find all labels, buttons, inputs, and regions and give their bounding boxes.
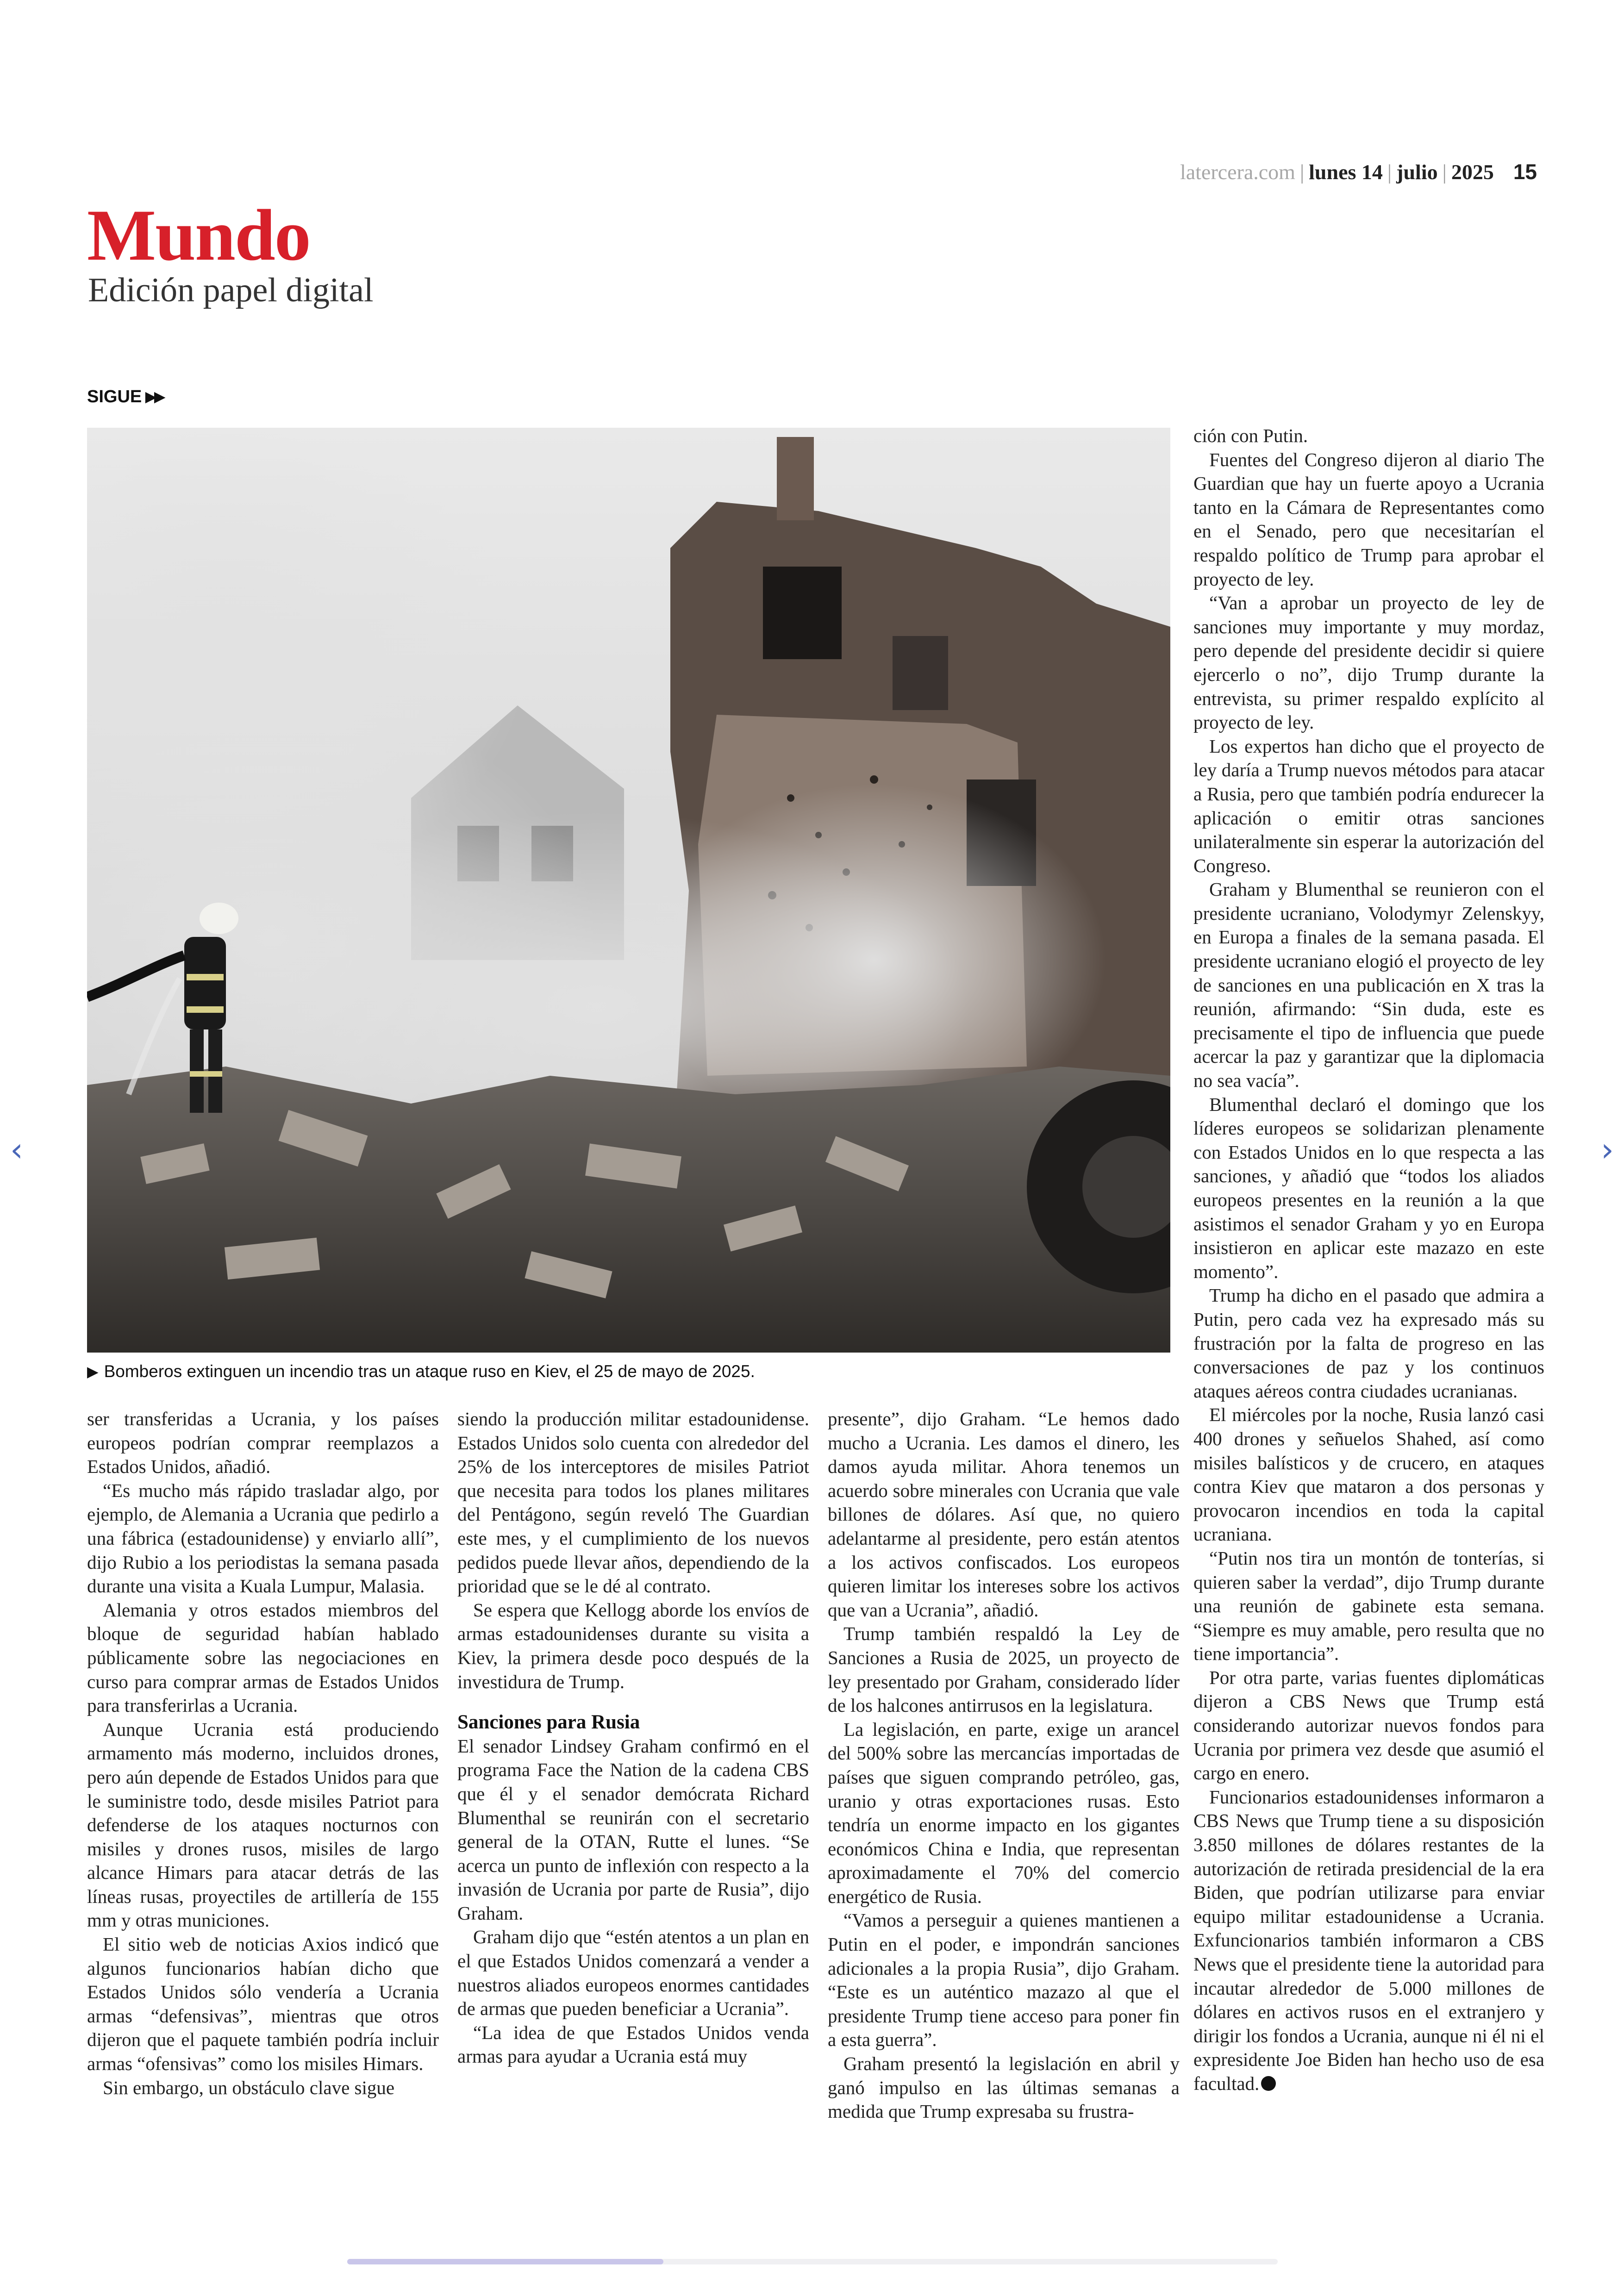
article-paragraph: “La idea de que Estados Unidos venda armas para ayudar a Ucrania está muy [457,2021,809,2067]
article-paragraph: “Vamos a perseguir a quienes mantienen a Putin en el poder, e impondrán sanciones adicionales a la propia Rusia”, dijo Graham. “Este es un auténtico mazazo al que el presidente Trump tiene acceso para poner fin a esta guerra”. [828,1909,1180,2051]
header-separator: | [1299,160,1305,184]
article-paragraph: Fuentes del Congreso dijeron al diario The Guardian que hay un fuerte apoyo a Ucrania tanto en la Cámara de Representantes como en el Senado, pero que necesitarían el respaldo político de Trump para aprobar el proyecto de ley. [1193,449,1544,590]
article-paragraph: Funcionarios estadounidenses informaron a CBS News que Trump tiene a su disposición 3.850 millones de dólares restantes de la autorización de retirada presidencial de la era Biden, que podrían utilizarse para enviar equipo militar estadounidense a Ucrania. Exfuncionarios también informaron a CBS News que el presidente tiene la autoridad para incautar alrededor de 5.000 millones de dólares en activos rusos en el extranjero y dirigir los fondos a Ucrania, aunque ni él ni el expresidente Joe Biden han hecho uso de esa facultad. [1193,1786,1544,2094]
header-separator: | [1442,160,1447,184]
continue-label [87,387,163,407]
section-title: Mundo [87,195,310,276]
article-paragraph: Aunque Ucrania está produciendo armamento más moderno, incluidos drones, pero aún depende de Estados Unidos para que le suministre todo, desde misiles Patriot para defenderse de los ataques nocturnos con misiles y drones rusos, misiles de largo alcance Himars para atacar detrás de las líneas rusas, proyectiles de artillería de 155 mm y otras municiones. [87,1718,439,1931]
page-header-info [1180,159,1537,184]
article-paragraph: Sin embargo, un obstáculo clave sigue [103,2077,395,2098]
article-column-2 [457,1407,809,2069]
article-paragraph: Blumenthal declaró el domingo que los líderes europeos se solidarizan plenamente con Estados Unidos en lo que respecta a las sanciones, y añadió que “todos los aliados europeos presentes en la reunión a la que asistimos el senador Graham y yo en Europa insistieron en aplicar este mazazo en este momento”. [1193,1093,1544,1282]
article-paragraph: Alemania y otros estados miembros del bloque de seguridad habían hablado públicamente sobre las negociaciones en curso para comprar armas de Estados Unidos para transferirlas a Ucrania. [87,1599,439,1716]
continue-text: SIGUE [87,387,142,406]
article-paragraph: ser transferidas a Ucrania, y los países europeos podrían comprar reemplazos a Estados Unidos, añadió. [87,1408,439,1478]
caption-text: Bomberos extinguen un incendio tras un ataque ruso en Kiev, el 25 de mayo de 2025. [104,1362,755,1381]
article-paragraph: El senador Lindsey Graham confirmó en el programa Face the Nation de la cadena CBS que él y el senador demócrata Richard Blumenthal se reunirán con el secretario general de la OTAN, Rutte el lunes. “Se acerca un punto de inflexión con respecto a la invasión de Ucrania por parte de Rusia”, dijo Graham. [457,1735,809,1924]
end-of-article-icon [1261,2076,1276,2091]
site-name: latercera.com [1180,160,1295,184]
photo-caption [87,1362,755,1381]
header-year: 2025 [1451,160,1494,184]
article-column-1 [87,1407,439,2100]
page-scrollbar[interactable] [347,2259,1278,2264]
article-paragraph: El sitio web de noticias Axios indicó que algunos funcionarios habían dicho que Estados Unidos sólo vendería a Ucrania armas “defensivas”, mientras que otros dijeron que el paquete también podría incluir armas “ofensivas” como los misiles Himars. [87,1933,439,2075]
article-paragraph: “Putin nos tira un montón de tonterías, si quieren saber la verdad”, dijo Trump durante una reunión de gabinete esta semana. “Siempre es muy amable, pero resulta que no tiene importancia”. [1193,1547,1544,1665]
page-number: 15 [1513,160,1537,184]
article-column-4 [1193,424,1544,2096]
header-separator: | [1387,160,1392,184]
header-month: julio [1396,160,1438,184]
article-paragraph: Graham dijo que “estén atentos a un plan en el que Estados Unidos comenzará a vender a nuestros aliados europeos enormes cantidades de armas que pueden beneficiar a Ucrania”. [457,1926,809,2020]
caption-arrow-icon: ▶ [87,1363,99,1380]
prev-page-button[interactable] [3,1131,31,1168]
article-column-3 [828,1407,1180,2124]
chevron-left-icon: ‹ [10,1131,23,1169]
article-paragraph: ción con Putin. [1193,425,1308,446]
article-paragraph: “Es mucho más rápido trasladar algo, por ejemplo, de Alemania a Ucrania que pedirlo a una fábrica (estadounidense) y enviarlo allí”, dijo Rubio a los periodistas la semana pasada durante una visita a Kuala Lumpur, Malasia. [87,1479,439,1597]
article-paragraph: Graham presentó la legislación en abril y ganó impulso en las últimas semanas a medida que Trump expresaba su frustra- [828,2053,1180,2122]
article-paragraph: presente”, dijo Graham. “Le hemos dado mucho a Ucrania. Les damos el dinero, les damos ayuda militar. Ahora tenemos un acuerdo sobre minerales con Ucrania que vale billones de dólares. Así que, no quiero adelantarme al presidente, pero están atentos a los activos confiscados. Los europeos quieren limitar los intereses sobre los activos que van a Ucrania”, añadió. [828,1408,1180,1621]
article-paragraph: Trump también respaldó la Ley de Sanciones a Rusia de 2025, un proyecto de ley presentado por Graham, considerado líder de los halcones antirrusos en la legislatura. [828,1623,1180,1716]
section-subtitle: Edición papel digital [88,271,374,309]
article-paragraph: Se espera que Kellogg aborde los envíos de armas estadounidenses durante su visita a Kiev, la primera desde poco después de la investidura de Trump. [457,1599,809,1692]
article-photo [87,428,1170,1353]
article-paragraph: La legislación, en parte, exige un arancel del 500% sobre las mercancías importadas de países que siguen comprando petróleo, gas, uranio y otras exportaciones rusas. Esto tendría un enorme impacto en los gigantes económicos China e India, que representan aproximadamente el 70% del comercio energético de Rusia. [828,1718,1180,1907]
article-subheading: Sanciones para Rusia [457,1711,640,1734]
article-paragraph: Por otra parte, varias fuentes diplomáticas dijeron a CBS News que Trump está considerando autorizar nuevos fondos para Ucrania por primera vez desde que asumió el cargo en enero. [1193,1666,1544,1784]
article-paragraph: “Van a aprobar un proyecto de ley de sanciones muy importante y muy mordaz, pero depende del presidente decidir si quiere ejercerlo o no”, dijo Trump durante la entrevista, su primer respaldo explícito al proyecto de ley. [1193,592,1544,733]
next-page-button[interactable] [1593,1131,1621,1168]
double-play-arrow-icon: ▶▶ [145,389,163,405]
scrollbar-thumb[interactable] [347,2259,663,2264]
article-paragraph: siendo la producción militar estadounidense. Estados Unidos solo cuenta con alrededor del 25% de los interceptores de misiles Patriot que necesita para todos los planes militares del Pentágono, según reveló The Guardian este mes, y el cumplimiento de los nuevos pedidos puede llevar años, dependiendo de la prioridad que se le dé al contrato. [457,1408,809,1597]
chevron-right-icon: › [1601,1131,1614,1169]
header-weekday: lunes 14 [1309,160,1383,184]
article-paragraph: Trump ha dicho en el pasado que admira a Putin, pero cada vez ha expresado más su frustración por la falta de progreso en las conversaciones de paz y los continuos ataques aéreos contra ciudades ucranianas. [1193,1285,1544,1402]
article-paragraph: Los expertos han dicho que el proyecto de ley daría a Trump nuevos métodos para atacar a Rusia, pero que también podría endurecer la aplicación o emitir otras sanciones unilateralmente sin esperar la autorización del Congreso. [1193,735,1544,876]
article-paragraph: Graham y Blumenthal se reunieron con el presidente ucraniano, Volodymyr Zelenskyy, en Europa a finales de la semana pasada. El presidente ucraniano elogió el proyecto de ley de sanciones en una publicación en X tras la reunión, afirmando: “Sin duda, este es precisamente el tipo de influencia que puede acercar la paz y garantizar que la diplomacia no sea vacía”. [1193,879,1544,1091]
article-paragraph: El miércoles por la noche, Rusia lanzó casi 400 drones y señuelos Shahed, así como misiles balísticos y de crucero, en ataques contra Kiev que mataron a dos personas y provocaron incendios en toda la capital ucraniana. [1193,1404,1544,1545]
